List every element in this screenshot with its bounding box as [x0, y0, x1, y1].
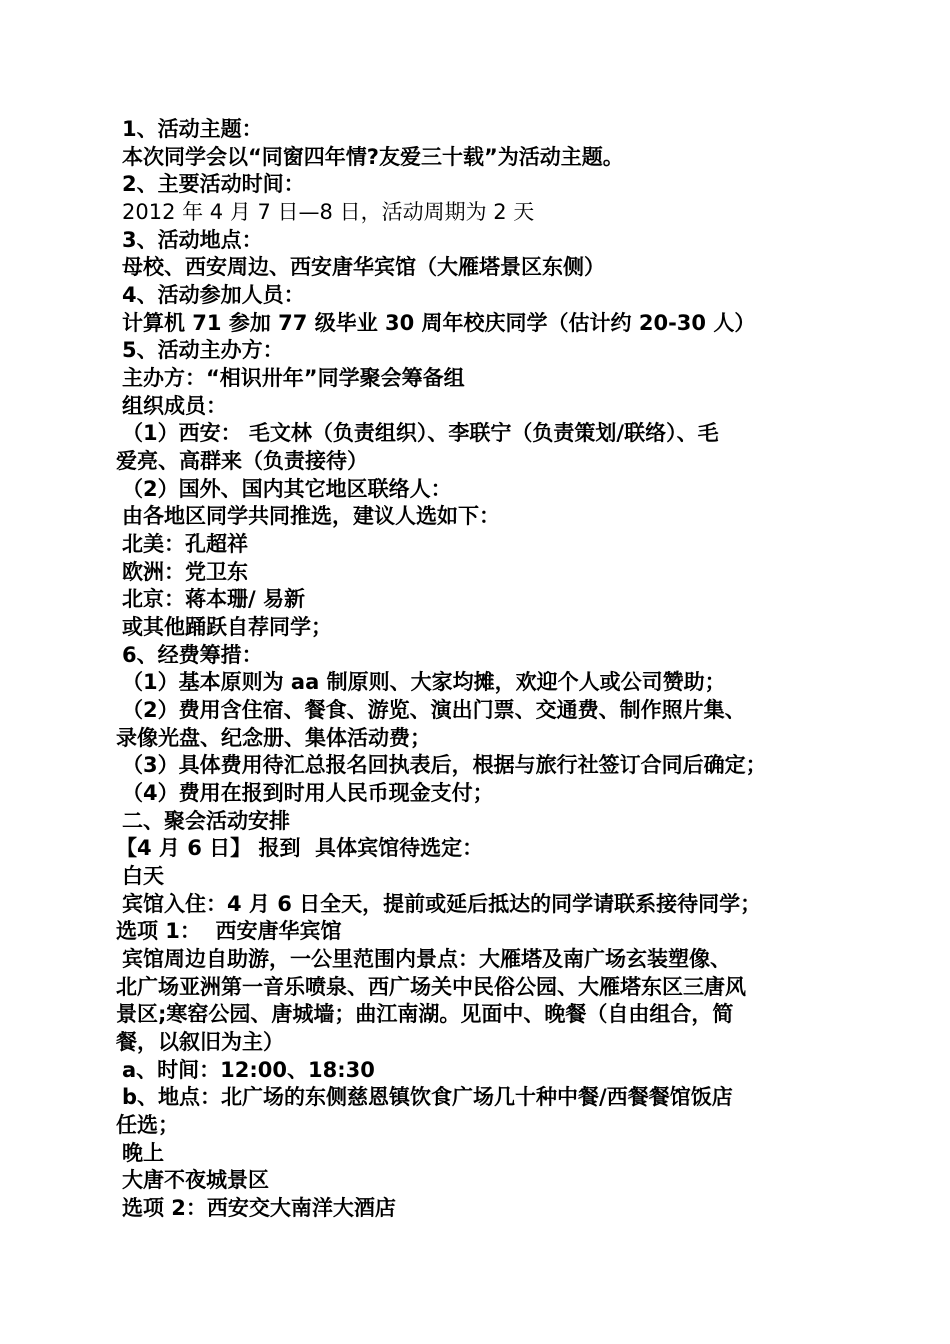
- contact-north-america: 北美：孔超祥: [122, 532, 248, 556]
- schedule-tour-cont-1: 北广场亚洲第一音乐喷泉、西广场关中民俗公园、大雁塔东区三唐风: [116, 975, 746, 999]
- members-other-text: 由各地区同学共同推选，建议人选如下：: [122, 504, 500, 528]
- organizer-text: 主办方：“相识卅年”同学聚会筹备组: [122, 366, 465, 390]
- funding-item-4: （4）费用在报到时用人民币现金支付；: [122, 781, 494, 805]
- schedule-evening: 晚上: [122, 1141, 164, 1165]
- members-xian: （1）西安： 毛文林（负责组织）、李联宁（负责策划/联络）、毛: [122, 421, 719, 445]
- schedule-checkin: 宾馆入住：4 月 6 日全天，提前或延后抵达的同学请联系接待同学；: [122, 892, 762, 916]
- schedule-day-heading: 【4 月 6 日】 报到 具体宾馆待选定：: [116, 836, 484, 860]
- contact-beijing: 北京：蒋本珊/ 易新: [122, 587, 305, 611]
- location-text: 母校、西安周边、西安唐华宾馆（大雁塔景区东侧）: [122, 255, 605, 279]
- section-heading-location: 3、活动地点：: [122, 228, 263, 252]
- members-heading: 组织成员：: [122, 394, 227, 418]
- schedule-tour: 宾馆周边自助游，一公里范围内景点：大雁塔及南广场玄装塑像、: [122, 947, 731, 971]
- section-heading-schedule: 二、聚会活动安排: [122, 809, 290, 833]
- schedule-tour-cont-3: 餐，以叙旧为主）: [116, 1030, 284, 1054]
- section-heading-theme: 1、活动主题：: [122, 117, 263, 141]
- section-heading-funding: 6、经费筹措：: [122, 643, 263, 667]
- participants-text: 计算机 71 参加 77 级毕业 30 周年校庆同学（估计约 20-30 人）: [122, 311, 756, 335]
- schedule-option-2: 选项 2：西安交大南洋大酒店: [122, 1196, 396, 1220]
- members-other-heading: （2）国外、国内其它地区联络人：: [122, 477, 452, 501]
- schedule-meal-place: b、地点：北广场的东侧慈恩镇饮食广场几十种中餐/西餐餐馆饭店: [122, 1085, 733, 1109]
- schedule-daytime: 白天: [122, 864, 164, 888]
- schedule-option-1: 选项 1： 西安唐华宾馆: [116, 919, 342, 943]
- members-xian-cont: 爱亮、高群来（负责接待）: [116, 449, 368, 473]
- schedule-tour-cont-2: 景区;寒窑公园、唐城墙；曲江南湖。见面中、晚餐（自由组合，简: [116, 1002, 734, 1026]
- funding-item-2-cont: 录像光盘、纪念册、集体活动费；: [116, 726, 431, 750]
- contact-europe: 欧洲：党卫东: [122, 560, 248, 584]
- schedule-meal-time: a、时间：12:00、18:30: [122, 1058, 375, 1082]
- contact-volunteers: 或其他踊跃自荐同学；: [122, 615, 332, 639]
- theme-text: 本次同学会以“同窗四年情?友爱三十载”为活动主题。: [122, 145, 624, 169]
- funding-item-1: （1）基本原则为 aa 制原则、大家均摊，欢迎个人或公司赞助；: [122, 670, 726, 694]
- funding-item-3: （3）具体费用待汇总报名回执表后，根据与旅行社签订合同后确定；: [122, 753, 767, 777]
- section-heading-organizer: 5、活动主办方：: [122, 338, 284, 362]
- schedule-evening-place: 大唐不夜城景区: [122, 1168, 269, 1192]
- time-text: 2012 年 4 月 7 日—8 日，活动周期为 2 天: [122, 200, 535, 224]
- section-heading-time: 2、主要活动时间：: [122, 172, 305, 196]
- section-heading-participants: 4、活动参加人员：: [122, 283, 305, 307]
- funding-item-2: （2）费用含住宿、餐食、游览、演出门票、交通费、制作照片集、: [122, 698, 746, 722]
- schedule-meal-place-cont: 任选；: [116, 1113, 179, 1137]
